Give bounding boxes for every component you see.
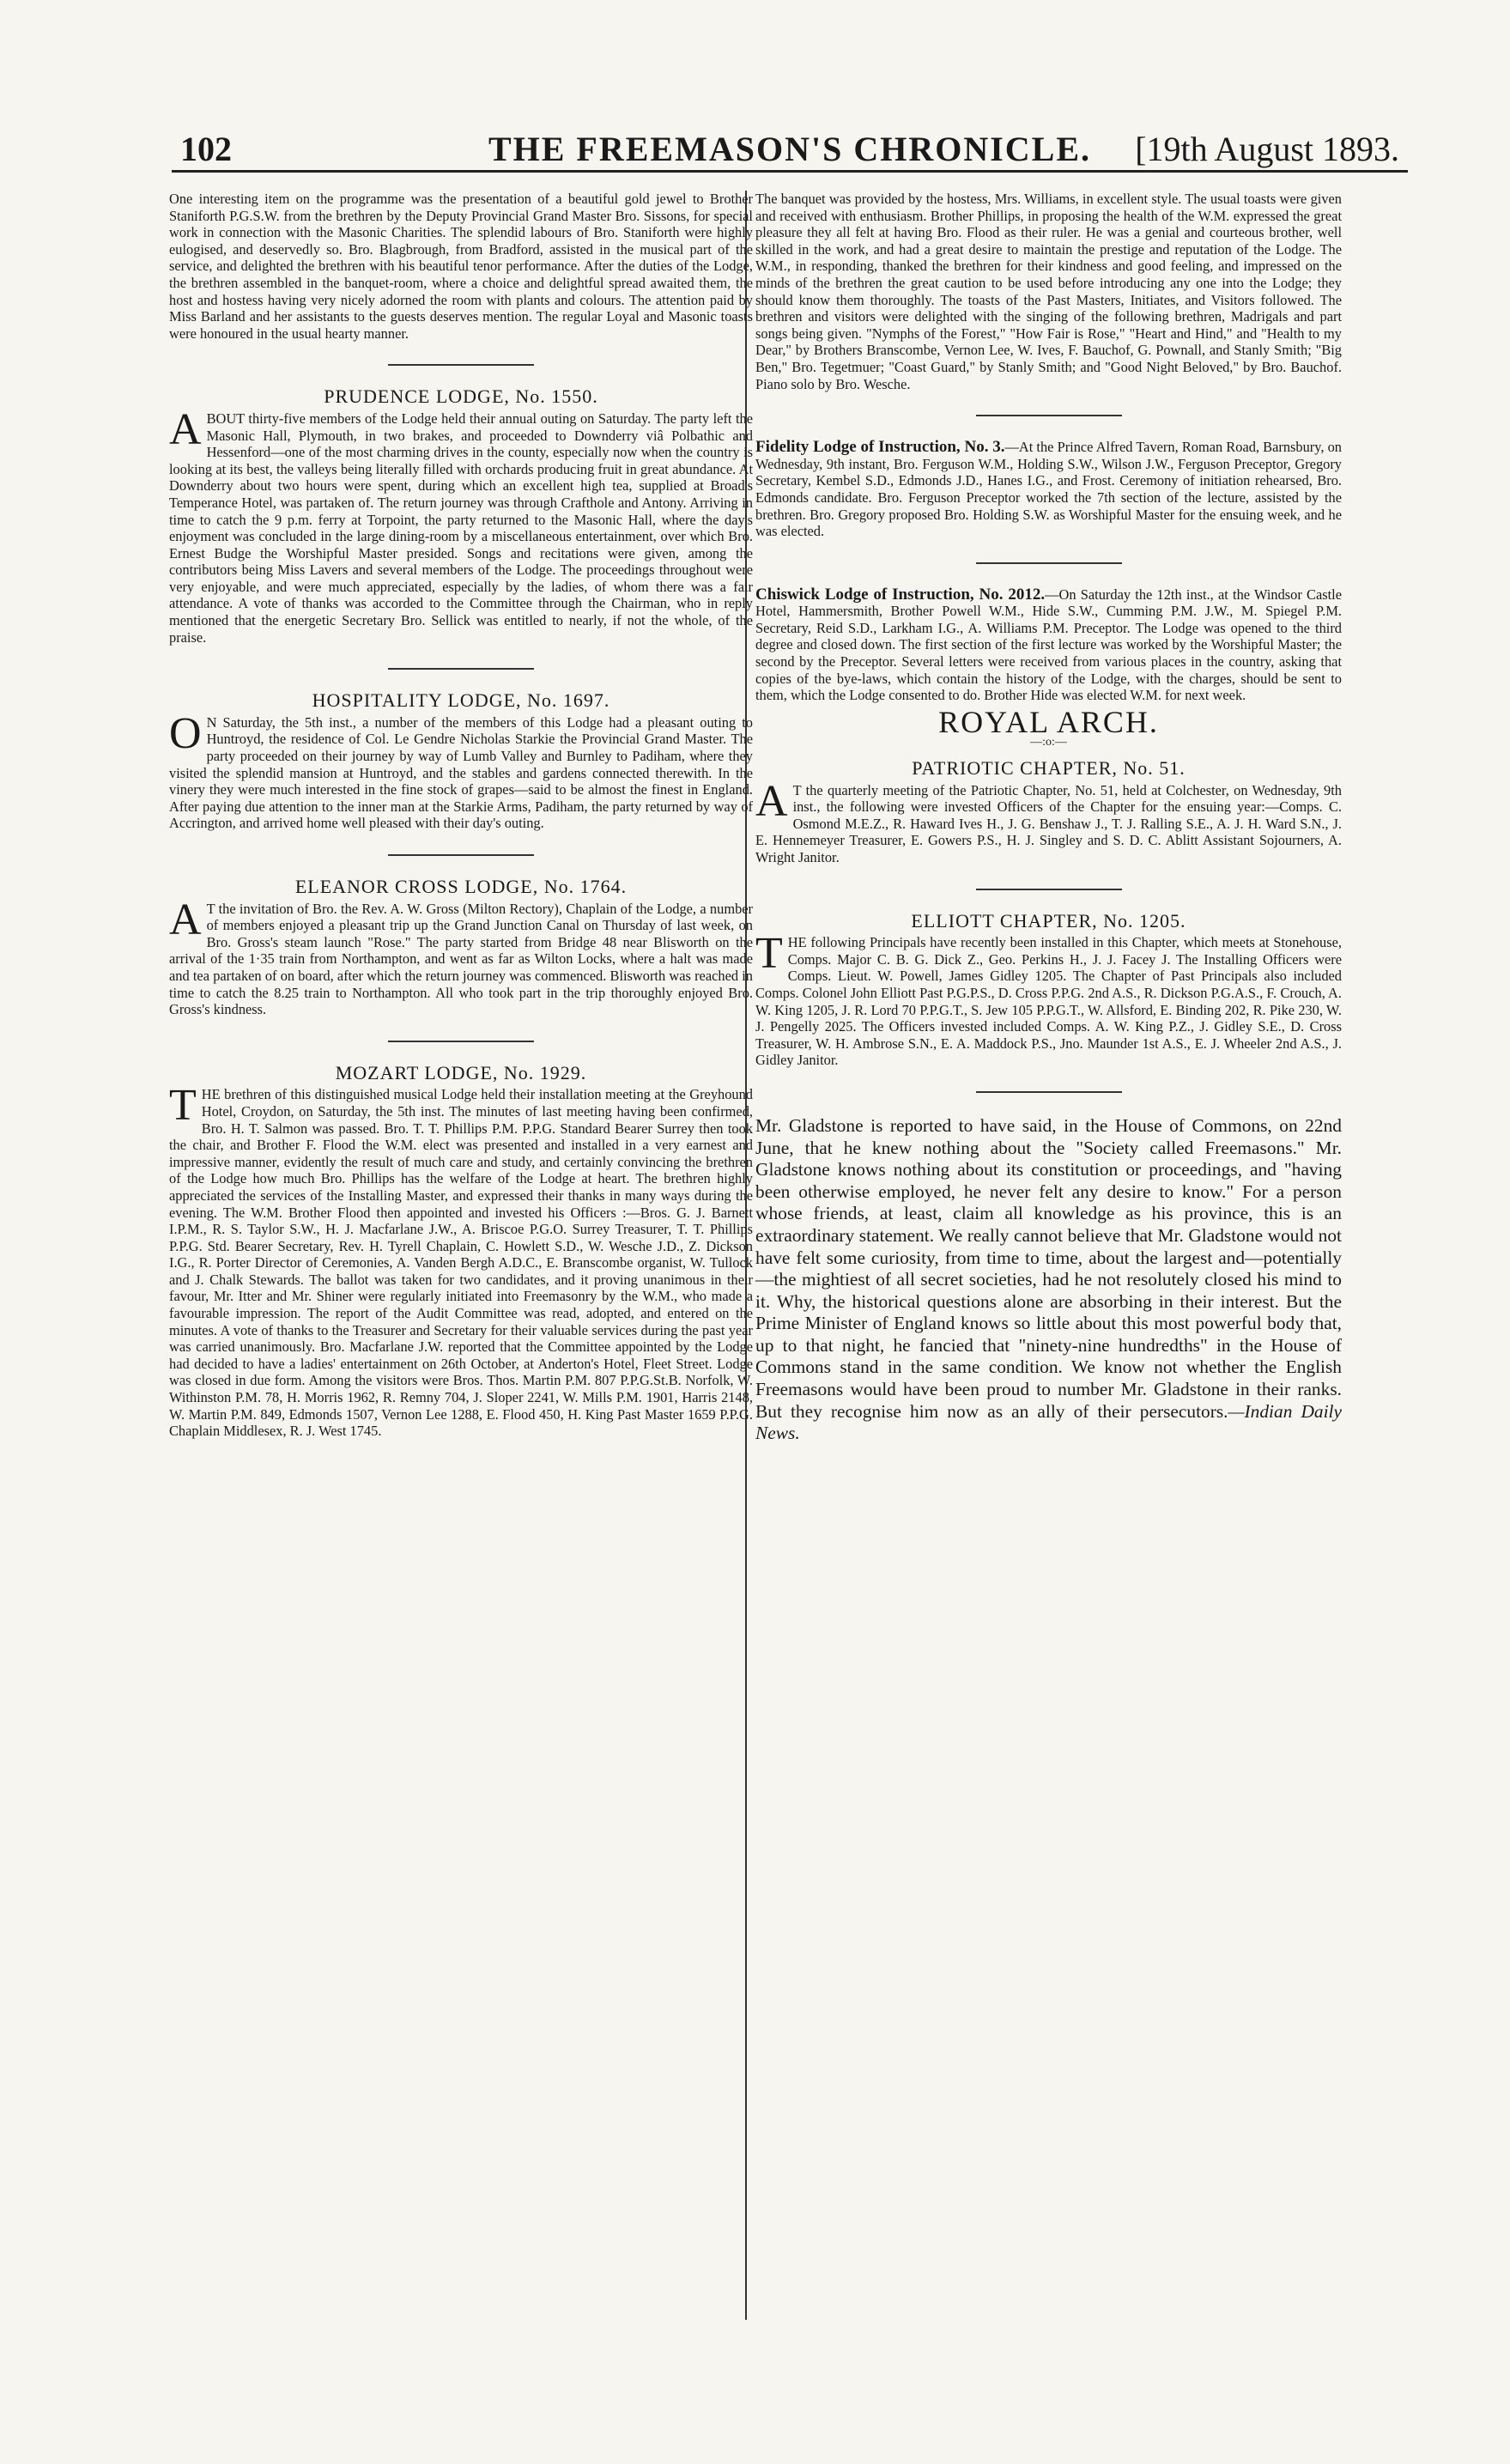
section-rule (976, 415, 1122, 416)
article-body: N Saturday, the 5th inst., a number of the members of this Lodge had a pleasant outing to Huntroyd, the residence of Col. Le Gendre Nicholas Starkie the Provincial Grand Master. The party proceeded on their journey by way of Lumb Valley and Burnley to Padiham, where they visited the splendid mansion at Huntroyd, and the stables and gardens connected therewith. In the vinery they were much interested in the fine stock of grapes—said to be almost the finest in England. After paying due attention to the inner man at the Starkie Arms, Padiham, the party returned by way of Accrington, and arrived home well pleased with their day's outing. (169, 713, 753, 832)
left-column (169, 191, 753, 1440)
article-body: BOUT thirty-five members of the Lodge held their annual outing on Saturday. The party left the Masonic Hall, Plymouth, in two brakes, and proceeded to Downderry viâ Polbathic and Hessenford—one of the most charming drives in the county, especially now when the country is looking at its best, the valleys being literally filled with orchards producing fruit in great abundance. At Downderry about two hours were spent, during which an excellent high tea, supplied at Broad's Temperance Hotel, was partaken of. The return journey was through Crafthole and Antony. Arriving in time to catch the 9 p.m. ferry at Torpoint, the party returned to the Masonic Hall, where the day's enjoyment was concluded in the large dining-room by a miscellaneous entertainment, over which Bro. Ernest Budge the Worshipful Master presided. Songs and recitations were given, among the contributors being Miss Lavers and several members of the Lodge. The proceedings throughout were very enjoyable, and were much appreciated, especially by the ladies, of whom there was a fair attendance. A vote of thanks was accorded to the Committee through the Chairman, who in reply mentioned that the energetic Secretary Bro. Sellick was entitled to nearly, if not the whole, of the praise. (169, 410, 753, 646)
article-body: —At the Prince Alfred Tavern, Roman Road, Barnsbury, on Wednesday, 9th instant, Bro. Ferguson W.M., Holding S.W., Wilson J.W., Ferguson Preceptor, Gregory Secretary, Kembel S.D., Edmonds J.D., Hanes I.G., and Frost. Ceremony of initiation rehearsed, Bro. Edmonds candidate. Bro. Ferguson Preceptor worked the 7th section of the lecture, assisted by the brethren. Bro. Gregory proposed Bro. Holding S.W. as Worshipful Master for the ensuing week, and he was elected. (755, 439, 1342, 540)
article-body: HE brethren of this distinguished musical Lodge held their installation meeting at the Greyhound Hotel, Croydon, on Saturday, the 5th inst. The minutes of last meeting having been confirmed, Bro. H. T. Salmon was passed. Bro. T. T. Phillips P.M. P.P.G. Standard Bearer Surrey then took the chair, and Brother F. Flood the W.M. elect was presented and installed in a very earnest and impressive manner, evidently the result of much care and study, and certainly convincing the brethren of the Lodge how much Bro. Phillips has the welfare of the Lodge at heart. The brethren highly appreciated the services of the Installing Master, and expressed their thanks in many ways during the evening. The W.M. Brother Flood then appointed and invested his Officers :—Bros. G. J. Barnett I.P.M., R. S. Taylor S.W., H. J. Macfarlane J.W., A. Briscoe P.G.O. Surrey Treasurer, T. T. Phillips P.P.G. Std. Bearer Secretary, Rev. H. Tyrell Chaplain, C. Howlett S.D., W. Wesche J.D., Z. Dickson I.G., R. Porter Director of Ceremonies, A. Vanden Bergh A.D.C., E. Branscombe organist, W. Tullock and J. Chalk Stewards. The ballot was taken for two candidates, and it proving unanimous in their favour, Mr. Itter and Mr. Shiner were regularly initiated into Freemasonry by the W.M., who made a favourable impression. The report of the Audit Committee was read, adopted, and entered on the minutes. A vote of thanks to the Treasurer and Secretary for their valuable services during the past year was carried unanimously. Bro. Macfarlane J.W. reported that the Committee appointed by the Lodge had decided to have a ladies' entertainment on 26th October, at Anderton's Hotel, Fleet Street. Lodge was closed in due form. Among the visitors were Bros. Thos. Martin P.M. 807 P.P.G.St.B. Norfolk, W. Withinston P.M. 78, H. Morris 1962, R. Remny 704, J. Sloper 2241, W. Mills P.M. 1901, Harris 2148, W. Martin P.M. 849, Edmonds 1507, Vernon Lee 1288, E. Flood 450, H. King Past Master 1659 P.P.G. Chaplain Middlesex, R. J. West 1745. (169, 1086, 753, 1440)
section-rule (388, 854, 534, 856)
article-body: —On Saturday the 12th inst., at the Windsor Castle Hotel, Hammersmith, Brother Powell W.M., Hide S.W., Cumming P.M. J.W., M. Spiegel P.M. Secretary, Reid S.D., Larkham I.G., A. Williams P.M. Preceptor. The Lodge was opened to the third degree and closed down. The first section of the first lecture was worked by the Worshipful Master; the second by the Preceptor. Several letters were received from various places in the country, asking that copies of the bye-laws, which contain the history of the Lodge, with the charges, should be sent to them, which the Lodge consented to do. Brother Hide was elected W.M. for next week. (755, 586, 1342, 704)
page-number: 102 (180, 130, 232, 168)
elliott-chapter-heading: ELLIOTT CHAPTER, No. 1205. (911, 909, 1186, 932)
royal-arch-heading: ROYAL ARCH. (938, 704, 1159, 739)
section-rule (976, 1091, 1122, 1093)
prudence-lodge-heading: PRUDENCE LODGE, No. 1550. (324, 385, 598, 408)
article-body: Mr. Gladstone is reported to have said, in the House of Commons, on 22nd June, that he knew nothing about the "Society called Freemasons." Mr. Gladstone knows nothing about its constitution or proceedings, and "having been otherwise employed, he never felt any desire to know." For a person whose friends, at least, claim all knowledge as his province, this is an extraordinary statement. We really cannot believe that Mr. Gladstone would not have felt some curiosity, from time to time, about the largest and—potentially—the mightiest of all secret societies, had he not resolutely closed his mind to it. Why, the historical questions alone are absorbing in their interest. But the Prime Minister of England knows so little about this most powerful body that, up to that night, he fancied that "ninety-nine hundredths" in the House of Commons stand in the same condition. We know not whether the English Freemasons would have been proud to number Mr. Gladstone in their ranks. But they recognise him now as an ally of their persecutors. (755, 1114, 1342, 1422)
eleanor-cross-lodge-heading: ELEANOR CROSS LODGE, No. 1764. (294, 876, 628, 897)
masthead-title: THE FREEMASON'S CHRONICLE. (488, 130, 1092, 168)
fidelity-lodge-article (755, 439, 1342, 540)
article-body: T the invitation of Bro. the Rev. A. W. Gross (Milton Rectory), Chaplain of the Lodge, a number of members enjoyed a pleasant trip up the Grand Junction Canal on Thursday of last week, on Bro. Gross's steam launch "Rose." The party started from Bridge 48 near Blisworth on the arrival of the 1·35 train from Northampton, and went as far as Wilton Locks, where a halt was made and tea partaken of on board, after which the return journey was commenced. Blisworth was reached in time to catch the 8.25 train to Northampton. All who took part in the trip thoroughly enjoyed Bro. Gross's kindness. (169, 900, 753, 1018)
chiswick-lodge-heading: Chiswick Lodge of Instruction, No. 2012. (755, 585, 1046, 604)
section-rule (388, 668, 534, 670)
issue-date: [19th August 1893. (1135, 130, 1399, 168)
fidelity-lodge-heading: Fidelity Lodge of Instruction, No. 3. (755, 438, 1005, 457)
section-rule (976, 889, 1122, 890)
intro-paragraph: One interesting item on the programme was the presentation of a beautiful gold jewel to Brother Staniforth P.G.S.W. from the brethren by the Deputy Provincial Grand Master Bro. Sissons, for special work in connection with the Masonic Charities. The splendid labours of Bro. Staniforth were highly eulogised, and deservedly so. Bro. Blagbrough, from Bradford, assisted in the musical part of the service, and delighted the brethren with his beautiful tenor performance. After the duties of the Lodge, the brethren assembled in the banquet-room, where a choice and delightful spread awaited them, the host and hostess having very nicely adorned the room with plants and colours. The attention paid by Miss Barland and her assistants to the guests deserves mention. The regular Loyal and Masonic toasts were honoured in the usual hearty manner. (169, 191, 753, 342)
drop-cap: T (169, 1081, 197, 1131)
prudence-lodge-article (169, 404, 753, 646)
ornament: —:o:— (1030, 736, 1067, 750)
drop-cap: O (169, 708, 202, 758)
article-body: HE following Principals have recently been installed in this Chapter, which meets at Stonehouse, Comps. Major C. B. G. Dick Z., Geo. Perkins H., J. J. Facey J. The Installing Officers were Comps. Lieut. W. Powell, James Gidley 1205. The Chapter of Past Principals also included Comps. Colonel John Elliott Past P.G.P.S., D. Cross P.P.G. 2nd A.S., R. Dickson P.G.A.S., F. Crouch, A. W. King 1205, J. R. Lord 70 P.P.G.T., S. Jew 105 P.P.G.T., W. Allsford, E. Binding 202, R. Pike 230, W. J. Pengelly 2025. The Officers invested included Comps. A. W. King P.Z., J. Gidley S.E., D. Cross Treasurer, W. H. Ambrose S.N., E. A. Maddock P.S., Jno. Maunder 1st A.S., E. J. Wheeler 2nd A.S., J. Gidley Janitor. (755, 934, 1342, 1069)
elliott-chapter-article (755, 929, 1342, 1069)
eleanor-cross-lodge-article (169, 895, 753, 1018)
section-rule (388, 1041, 534, 1042)
hospitality-lodge-heading: HOSPITALITY LODGE, No. 1697. (312, 689, 610, 712)
mozart-lodge-heading: MOZART LODGE, No. 1929. (335, 1061, 587, 1083)
drop-cap: T (755, 929, 783, 979)
article-source: —Indian Daily News. (755, 1400, 1342, 1444)
page-header (172, 129, 1408, 173)
hospitality-lodge-article (169, 708, 753, 832)
gladstone-article (755, 1115, 1342, 1445)
article-body: T the quarterly meeting of the Patriotic Chapter, No. 51, held at Colchester, on Wednesday, 9th inst., the following were invested Officers of the Chapter for the ensuing year:—Comps. C. Osmond M.E.Z., R. Haward Ives H., J. G. Benshaw J., T. J. Ralling S.E., A. J. H. Ward S.N., J. E. Hennemeyer Treasurer, E. Gowers P.S., H. J. Singley and S. D. C. Ablitt Assistant Sojourners, A. Wright Janitor. (755, 781, 1342, 865)
drop-cap: A (169, 404, 202, 454)
chiswick-lodge-article (755, 586, 1342, 704)
drop-cap: A (169, 895, 202, 944)
right-column (755, 191, 1342, 1445)
patriotic-chapter-article (755, 776, 1342, 866)
section-rule (388, 364, 534, 366)
drop-cap: A (755, 776, 788, 826)
section-rule (976, 562, 1122, 564)
banquet-paragraph: The banquet was provided by the hostess, Mrs. Williams, in excellent style. The usual toasts were given and received with enthusiasm. Brother Phillips, in proposing the health of the W.M. expressed the great pleasure they all felt at having Bro. Flood as their ruler. He was a genial and courteous brother, well skilled in the work, and had a great desire to maintain the prestige and reputation of the Lodge. The W.M., in responding, thanked the brethren for their kindness and good feeling, and impressed on the minds of the brethren the great caution to be used before introducing any one into the Lodge; they should know them thoroughly. The toasts of the Past Masters, Initiates, and Visitors followed. The brethren and visitors were delighted with the singing of the following brethren, Madrigals and part songs being given. "Nymphs of the Forest," "How Fair is Rose," "Heart and Hind," and "Health to my Dear," by Brothers Branscombe, Vernon Lee, W. Ives, F. Bauchof, G. Pownall, and Stanly Smith; "Big Ben," Bro. Tegetmuer; "Coast Guard," by Stanly Smith; and "Good Night Beloved," by Bro. Bauchof. Piano solo by Bro. Wesche. (755, 191, 1342, 392)
mozart-lodge-article (169, 1081, 753, 1440)
patriotic-chapter-heading: PATRIOTIC CHAPTER, No. 51. (912, 757, 1186, 780)
